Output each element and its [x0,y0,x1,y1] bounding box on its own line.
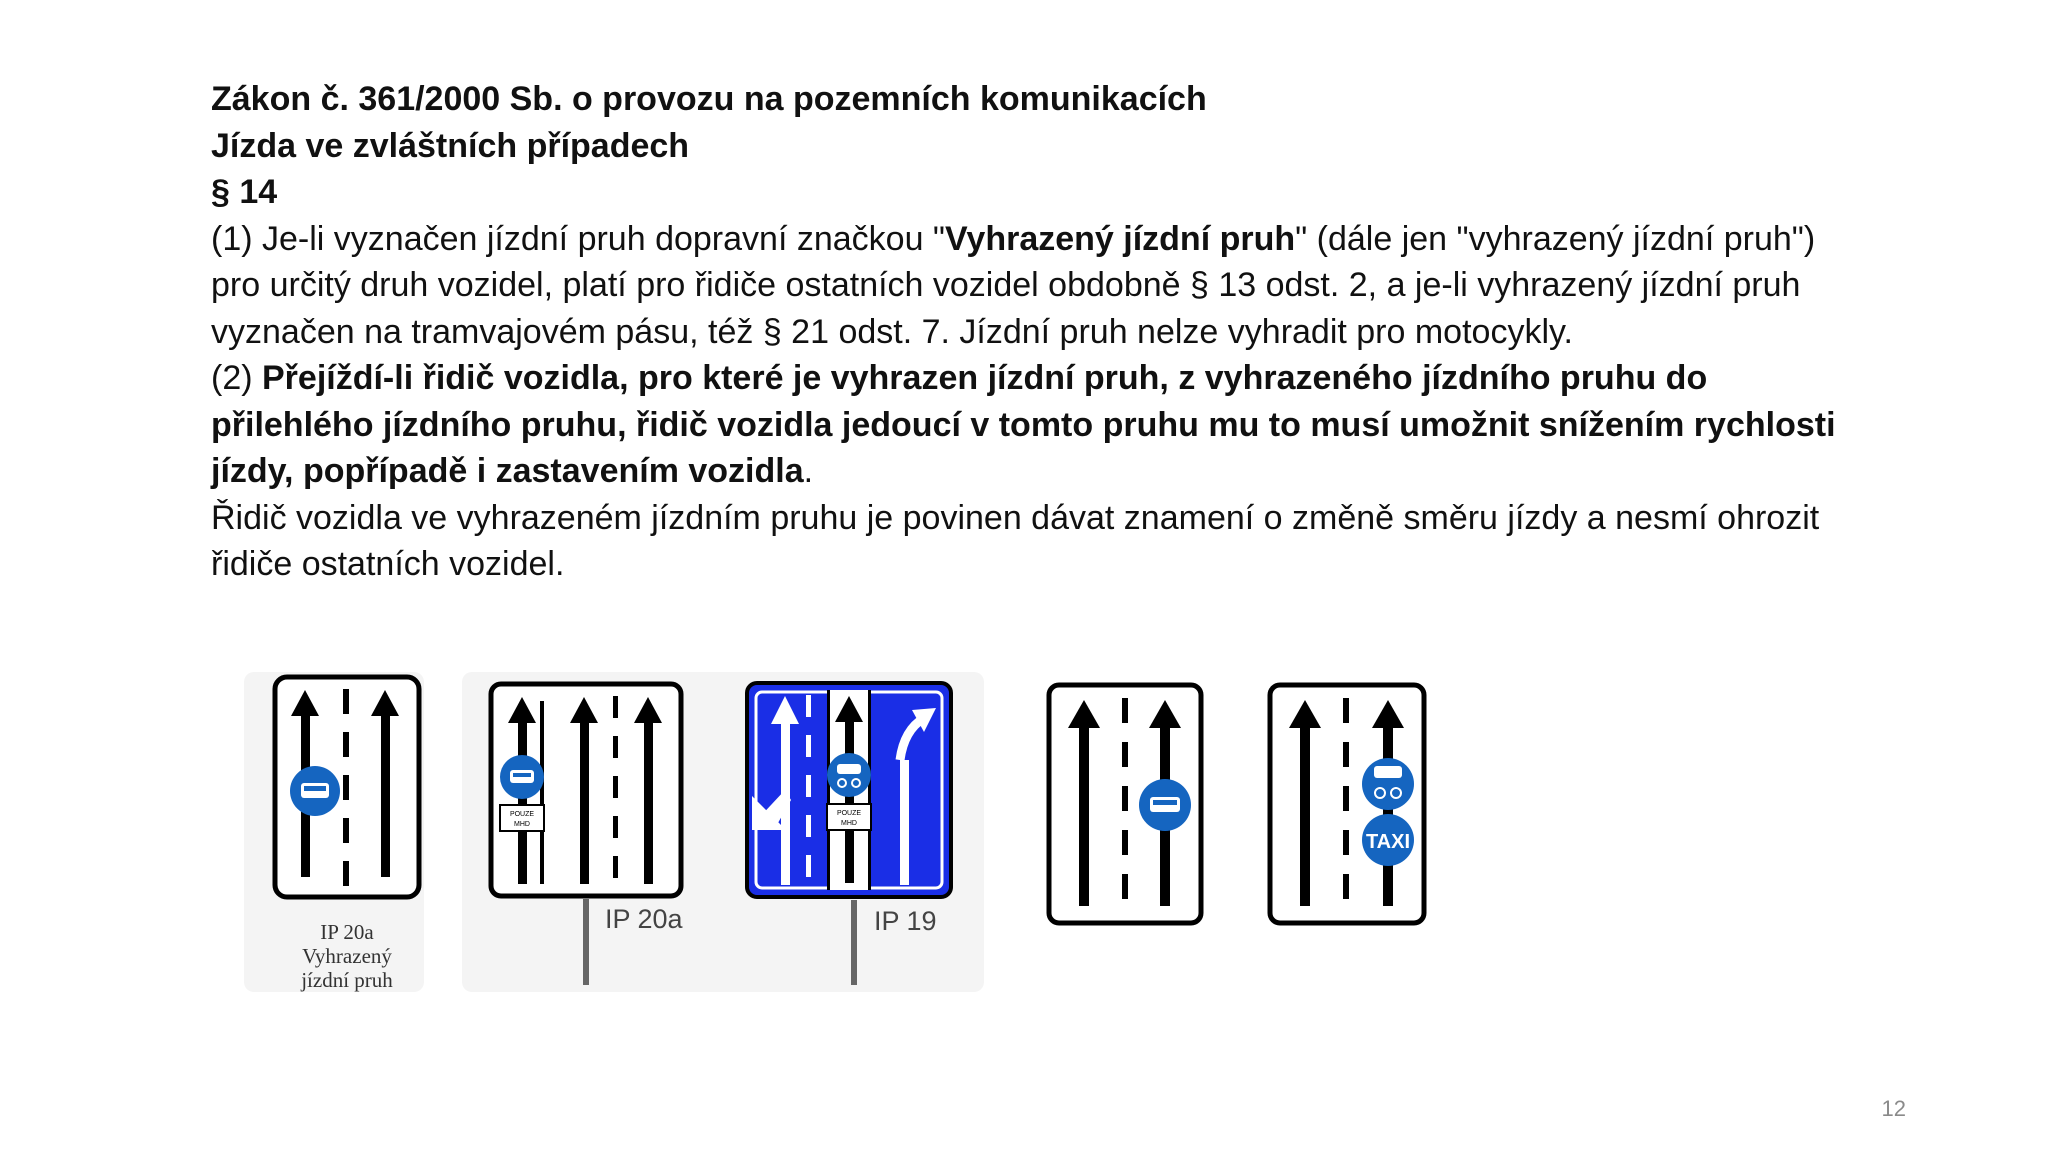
sign-1-caption [262,920,432,992]
paragraph-2 [211,355,1851,495]
sign-ip20a-bus-lane [272,674,422,900]
paragraph-1-end: " (dále jen "vyhrazený jízdní pruh") pro určitý druh vozidel, platí pro řidiče ostatních vozidel obdobně § 13 odst. 2, a je-li vyhrazený jízdní pruh vyznačen na tramvajovém pásu, též § 21 odst. 7. Jízdní pruh nelze vyhradit pro motocykly. [211,219,1816,351]
sign-ip20a-three-lanes [488,681,684,899]
caption-line-2: Vyhrazený [302,944,392,968]
pouze-text-2: POUZE [836,810,862,817]
paragraph-3: Řidič vozidla ve vyhrazeném jízdním pruhu je povinen dávat znamení o změně směru jízdy a nesmí ohrozit řidiče ostatních vozidel. [211,498,1820,583]
caption-line-1: IP 20a [320,920,374,944]
paragraph-2-prefix: (2) [211,359,262,397]
subtitle: Jízda ve zvláštních případech [211,126,690,165]
page-number: 12 [1881,1096,1906,1121]
sign-right-bus-lane [1046,682,1204,926]
section-number: § 14 [211,173,278,211]
caption-line-3: jízdní pruh [301,968,393,992]
mhd-text-1: MHD [514,821,530,828]
law-title: Zákon č. 361/2000 Sb. o provozu na pozemních komunikacích [211,80,1207,118]
paragraph-2-bold: Přejíždí-li řidič vozidla, pro které je vyhrazen jízdní pruh, z vyhrazeného jízdního pruhu do přilehlého jízdního pruhu, řidič vozidla jedoucí v tomto pruhu mu to musí umožnit snížením rychlosti jízdy, popřípadě i zastavením vozidla [211,359,1836,490]
paragraph-1-bold: Vyhrazený jízdní pruh [945,219,1296,258]
sign-2-post [583,899,589,985]
sign-bus-bike-taxi-lane [1267,682,1427,926]
sign-ip19-blue [744,680,954,900]
sign-2-label: IP 20a [605,904,683,934]
sign-3-post [851,900,857,985]
taxi-text: TAXI [1365,831,1411,853]
paragraph-2-suffix: . [803,452,814,490]
paragraph-1 [211,216,1851,356]
mhd-text-2: MHD [841,820,857,827]
paragraph-1-start: (1) Je-li vyznačen jízdní pruh dopravní značkou " [211,219,945,258]
pouze-text-1: POUZE [509,811,535,818]
text-block [211,76,1851,588]
sign-3-label: IP 19 [874,906,937,936]
